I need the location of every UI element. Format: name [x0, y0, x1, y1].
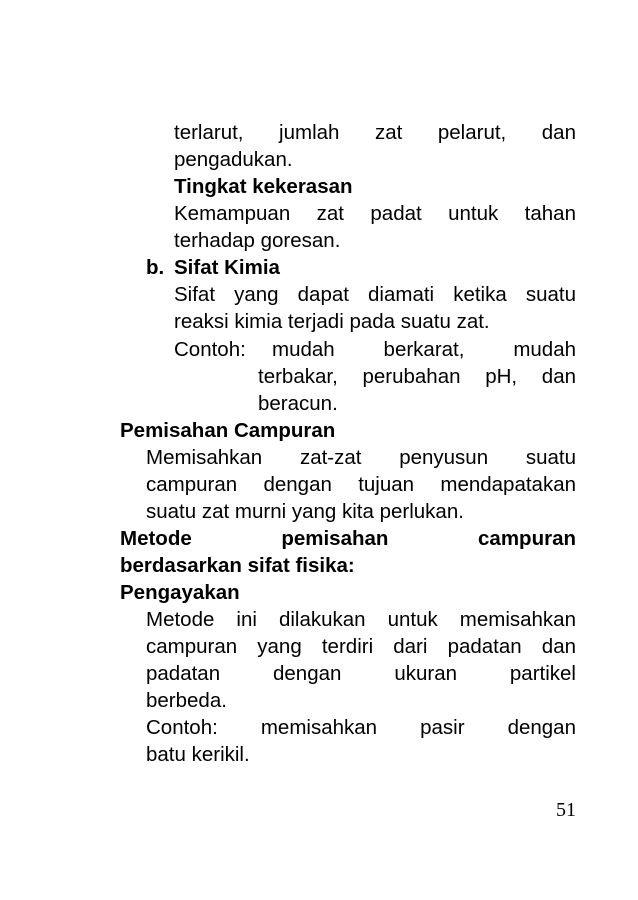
text-line: campuran dengan tujuan mendapatakan: [146, 473, 576, 496]
text-line: mudah berkarat, mudah: [272, 338, 576, 361]
text-line: reaksi kimia terjadi pada suatu zat.: [174, 310, 490, 333]
subheading-sifat-kimia: Sifat Kimia: [174, 256, 280, 279]
text-line: terhadap goresan.: [174, 229, 341, 252]
text-line: Contoh: memisahkan pasir dengan: [146, 716, 576, 739]
subheading-tingkat-kekerasan: Tingkat kekerasan: [174, 175, 353, 198]
heading-metode-pemisahan: Metode pemisahan campuran: [120, 527, 576, 550]
text-line: pengadukan.: [174, 148, 293, 171]
text-line: terlarut, jumlah zat pelarut, dan: [174, 121, 576, 144]
text-line: padatan dengan ukuran partikel: [146, 662, 576, 685]
text-line: Memisahkan zat-zat penyusun suatu: [146, 446, 576, 469]
page-number: 51: [556, 799, 576, 821]
list-marker-b: b.: [146, 256, 165, 279]
text-line: beracun.: [258, 392, 338, 415]
text-line: terbakar, perubahan pH, dan: [258, 365, 576, 388]
text-line: Kemampuan zat padat untuk tahan: [174, 202, 576, 225]
heading-pengayakan: Pengayakan: [120, 581, 240, 604]
text-line: Sifat yang dapat diamati ketika suatu: [174, 283, 576, 306]
heading-metode-pemisahan-cont: berdasarkan sifat fisika:: [120, 554, 355, 577]
contoh-label: Contoh:: [174, 338, 246, 361]
text-line: suatu zat murni yang kita perlukan.: [146, 500, 464, 523]
text-line: campuran yang terdiri dari padatan dan: [146, 635, 576, 658]
text-line: berbeda.: [146, 689, 227, 712]
text-line: batu kerikil.: [146, 743, 250, 766]
heading-pemisahan-campuran: Pemisahan Campuran: [120, 419, 336, 442]
text-line: Metode ini dilakukan untuk memisahkan: [146, 608, 576, 631]
